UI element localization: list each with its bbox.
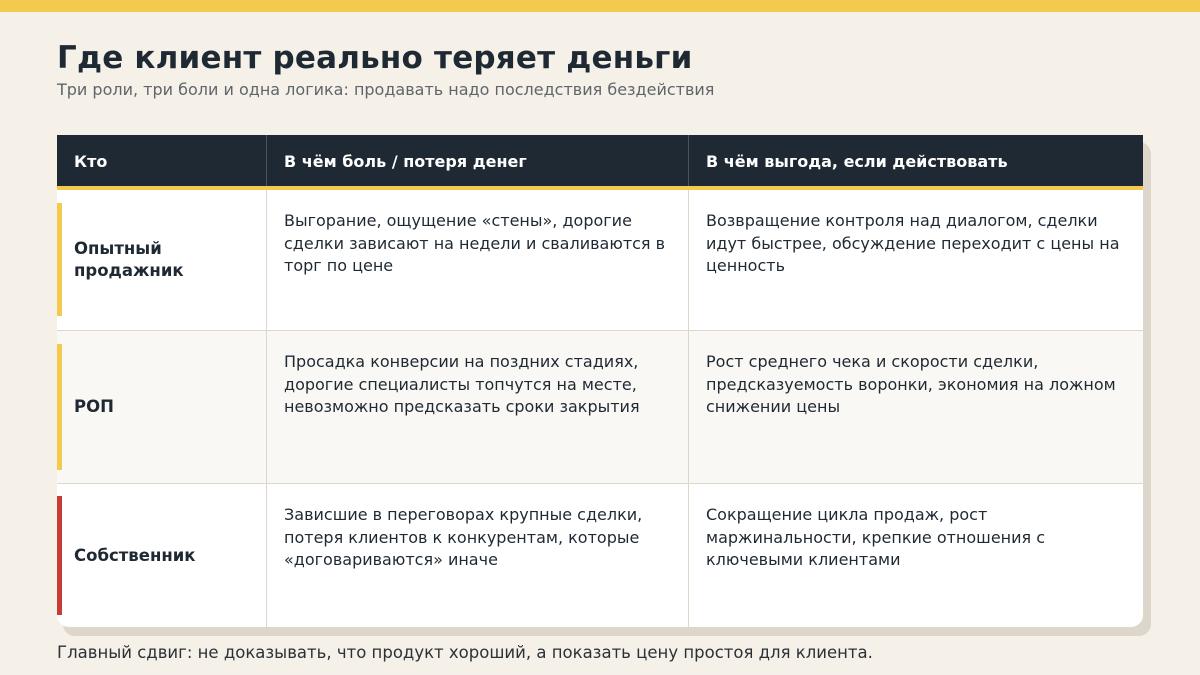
table-row	[57, 331, 1143, 484]
header-gain: В чём выгода, если действовать	[688, 135, 1143, 186]
role-cell	[57, 331, 266, 483]
table-row	[57, 190, 1143, 331]
pain-text: Выгорание, ощущение «стены», дорогие сделки зависают на недели и сваливаются в торг по цене	[284, 211, 666, 275]
role-label: РОП	[74, 397, 114, 416]
header-pain: В чём боль / потеря денег	[266, 135, 688, 186]
role-cell	[57, 190, 266, 330]
role-cell	[57, 484, 266, 627]
pain-text: Зависшие в переговорах крупные сделки, потеря клиентов к конкурентам, которые «договариваются» иначе	[284, 505, 643, 569]
footer-note: Главный сдвиг: не доказывать, что продукт хороший, а показать цену простоя для клиента.	[57, 643, 873, 662]
row-accent-bar	[57, 496, 62, 615]
gain-text: Возвращение контроля над диалогом, сделки идут быстрее, обсуждение переходит с цены на ценность	[706, 211, 1120, 275]
role-label: Опытный продажник	[74, 239, 184, 280]
row-accent-bar	[57, 344, 62, 470]
role-label: Собственник	[74, 545, 196, 565]
pain-text: Просадка конверсии на поздних стадиях, дорогие специалисты топчутся на месте, невозможно предсказать сроки закрытия	[284, 352, 640, 416]
table-row	[57, 484, 1143, 627]
row-accent-bar	[57, 203, 62, 316]
gain-cell	[688, 331, 1143, 483]
pain-cell	[266, 331, 688, 483]
gain-text: Рост среднего чека и скорости сделки, предсказуемость воронки, экономия на ложном снижении цены	[706, 352, 1116, 416]
gain-cell	[688, 484, 1143, 627]
top-accent-bar	[0, 0, 1200, 12]
pain-cell	[266, 484, 688, 627]
gain-text: Сокращение цикла продаж, рост маржинальности, крепкие отношения с ключевыми клиентами	[706, 505, 1046, 569]
table-header	[57, 135, 1143, 190]
pain-cell	[266, 190, 688, 330]
slide-title: Где клиент реально теряет деньги	[57, 40, 693, 76]
header-who: Кто	[74, 152, 108, 171]
gain-cell	[688, 190, 1143, 330]
comparison-table	[57, 135, 1143, 627]
slide-subtitle: Три роли, три боли и одна логика: продавать надо последствия бездействия	[57, 80, 715, 99]
